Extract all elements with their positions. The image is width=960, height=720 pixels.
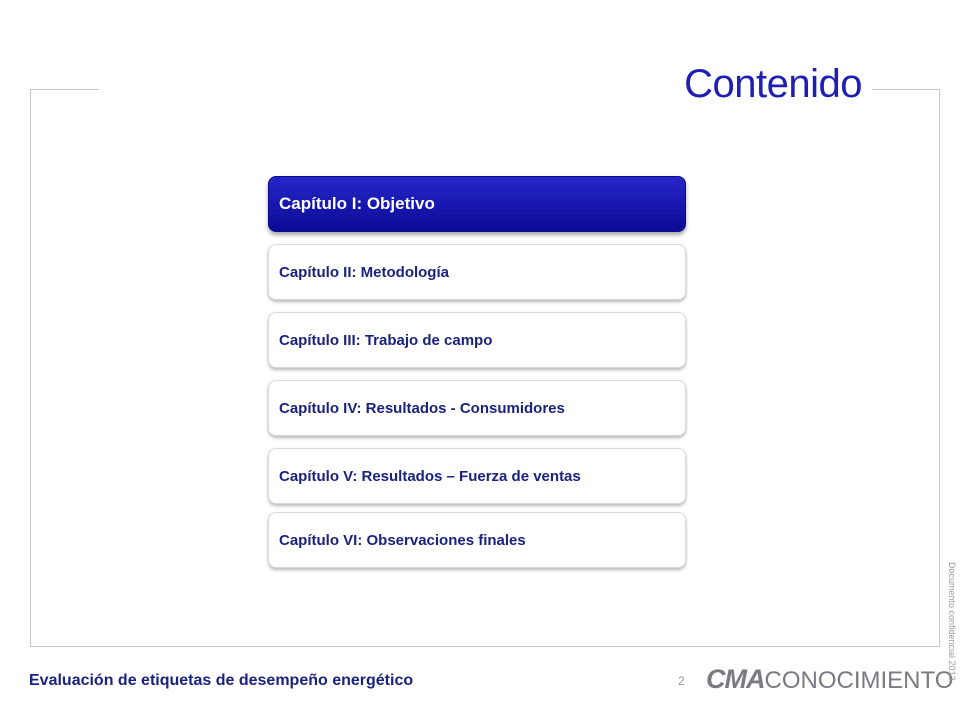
confidential-note: Documento confidencial 2013.: [947, 562, 957, 684]
frame-border-top-right: [872, 89, 940, 90]
footer-title: Evaluación de etiquetas de desempeño energético: [29, 672, 414, 689]
chapter-label: Capítulo VI: Observaciones finales: [279, 531, 526, 549]
logo-cma-text: CMA: [706, 664, 765, 694]
chapter-item-5[interactable]: [268, 448, 686, 504]
frame-border-right: [939, 89, 940, 647]
frame-border-bottom: [30, 646, 940, 647]
chapter-label: Capítulo IV: Resultados - Consumidores: [279, 399, 565, 417]
frame-border-top-left: [30, 89, 99, 90]
chapter-label: Capítulo I: Objetivo: [279, 194, 435, 213]
chapter-item-2[interactable]: [268, 244, 686, 300]
chapter-item-3[interactable]: [268, 312, 686, 368]
chapter-label: Capítulo III: Trabajo de campo: [279, 331, 493, 349]
chapter-item-4[interactable]: [268, 380, 686, 436]
chapter-item-1[interactable]: [268, 176, 686, 232]
slide-title: Contenido: [684, 62, 862, 106]
page-number: 2: [678, 674, 685, 688]
chapter-label: Capítulo V: Resultados – Fuerza de ventas: [279, 467, 581, 485]
chapter-item-6[interactable]: [268, 512, 686, 568]
chapter-label: Capítulo II: Metodología: [279, 263, 449, 281]
frame-border-left: [30, 89, 31, 647]
cma-conocimiento-logo: [706, 664, 953, 694]
logo-conocimiento-text: CONOCIMIENTO: [764, 667, 954, 694]
